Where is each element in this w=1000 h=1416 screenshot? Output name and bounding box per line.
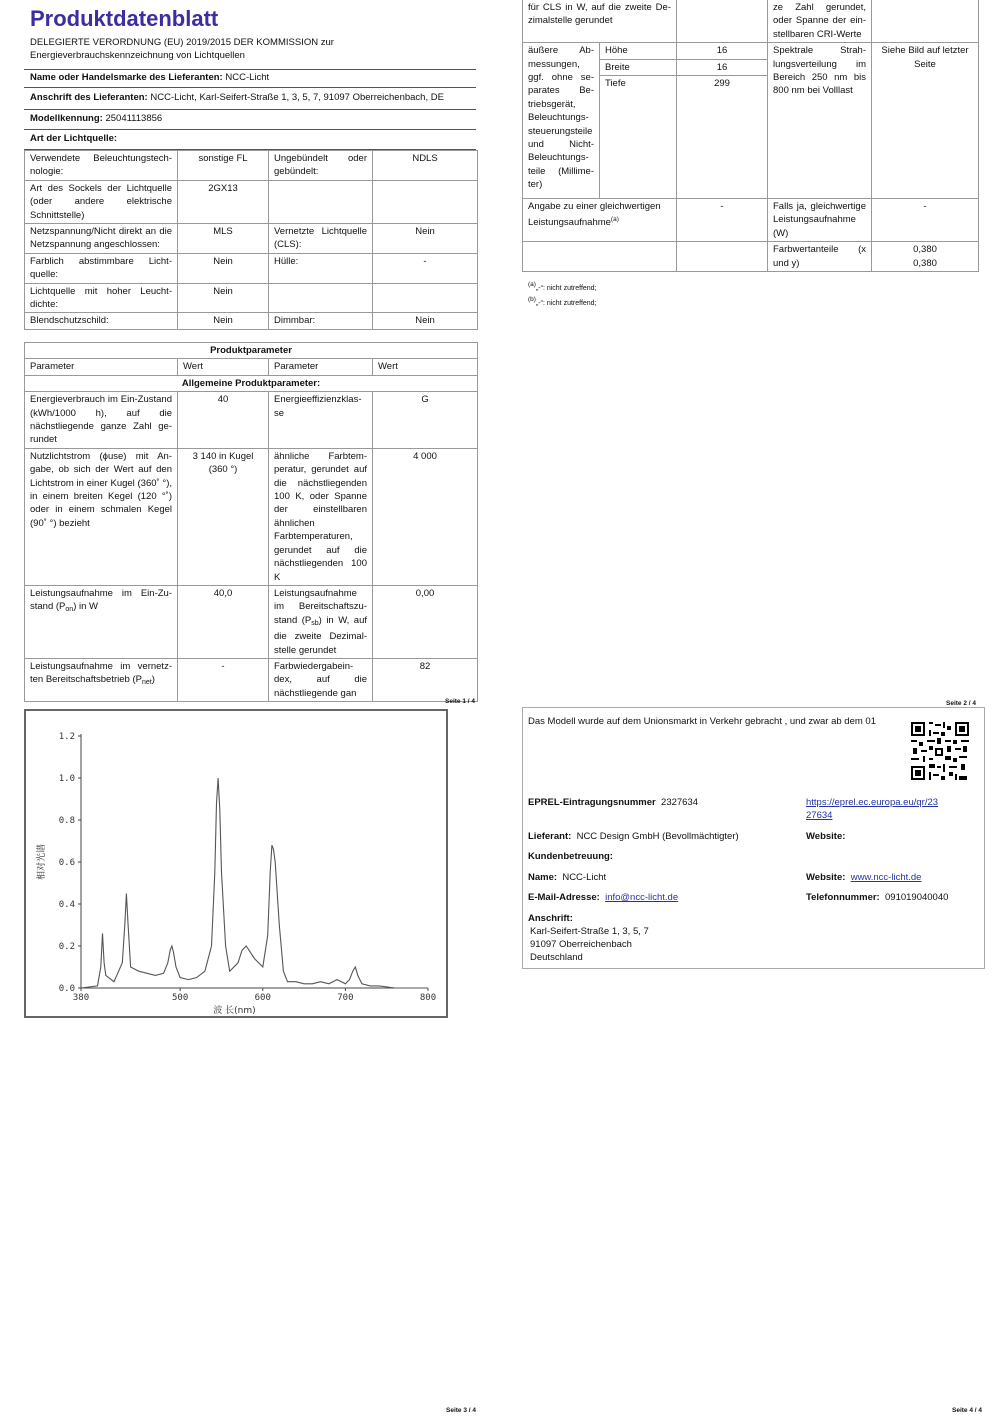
col-param-1: Parameter — [25, 359, 178, 375]
equiv-power-label: Angabe zu einer gleichwertigen Leistungsaufnahme$^{(a)}$ — [523, 199, 677, 242]
param-power-standby: Leistungsaufnahme im Bereitschaftszustand $(P_{sb})$ in W, auf die zweite Dezimalstelle gerundet — [269, 585, 373, 658]
phone-row — [806, 892, 948, 905]
supplier-address-label: Anschrift des Lieferanten: — [30, 92, 148, 103]
website-label-2: Website: — [806, 872, 846, 883]
general-params-heading: Allgemeine Produktparameter: — [25, 375, 478, 391]
dim-name-depth: Tiefe — [600, 76, 677, 199]
lightsource-row-socket — [25, 180, 478, 223]
supplier-row — [528, 831, 739, 844]
col-value-2: Wert — [373, 359, 478, 375]
lightsource-row-tunable — [25, 253, 478, 283]
dim-name-height: Höhe — [600, 43, 677, 59]
eprel-link[interactable] — [806, 797, 938, 823]
email-label: E-Mail-Adresse: — [528, 892, 600, 903]
model-id: 25041113856 — [105, 113, 163, 124]
y-tick-label: 0.6 — [58, 858, 75, 868]
technology-param2: Ungebündelt oder gebündelt: — [269, 151, 373, 181]
col-param-2: Parameter — [269, 359, 373, 375]
market-text: Das Modell wurde auf dem Unionsmarkt in Verkehr gebracht , und zwar ab dem 01 — [528, 716, 876, 727]
cls-equiv-label: Falls ja, gleichwertige Leistungsaufnahme (W) — [768, 199, 872, 242]
tunable-param2: Hülle: — [269, 253, 373, 283]
col-value-1: Wert — [178, 359, 269, 375]
y-tick-label: 0.2 — [58, 942, 75, 952]
dim-value-depth: 299 — [677, 76, 768, 199]
supplier-address: NCC-Licht, Karl-Seifert-Straße 1, 3, 5, 7, 91097 Oberreichenbach, DE — [150, 92, 444, 103]
value-color-temperature: 4 000 — [373, 448, 478, 585]
mains-param2: Vernetzte Lichtquelle (CLS): — [269, 224, 373, 254]
model-label: Modellkennung: — [30, 113, 103, 124]
website-row — [806, 872, 921, 885]
spectrum-chart-frame — [24, 709, 448, 1018]
address-label: Anschrift: — [528, 913, 573, 924]
chromaticity-x: 0,380 — [913, 244, 937, 256]
lightsource-row-mains — [25, 224, 478, 254]
high-luminance-value: Nein — [178, 283, 269, 313]
spectrum-chart — [26, 711, 446, 1016]
tunable-value: Nein — [178, 253, 269, 283]
lightsource-row-high-luminance — [25, 283, 478, 313]
name-value: NCC-Licht — [562, 872, 607, 883]
glare-shield-value: Nein — [178, 313, 269, 329]
technology-value2: NDLS — [373, 151, 478, 181]
high-luminance-value2 — [373, 283, 478, 313]
lightsource-row-glare-shield — [25, 313, 478, 329]
tunable-param: Farblich abstimmbare Lichtquelle: — [25, 253, 178, 283]
param-energy: Energieverbrauch im Ein-Zustand (kWh/1000 h), auf die nächstliegende ganze Zahl gerundet — [25, 392, 178, 449]
supplier-label: Lieferant: — [528, 831, 572, 842]
lightsource-row-technology — [25, 151, 478, 181]
value-power-on: 40,0 — [178, 585, 269, 658]
param-color-temperature: ähnliche Farbtemperatur, gerundet auf die nächstliegenden 100 K, oder Spanne der einstellbaren ähnlichen Farbtemperaturen, gerundet auf die nächstliegenden 100 K — [269, 448, 373, 585]
glare-shield-value2: Nein — [373, 313, 478, 329]
technology-value: sonstige FL — [178, 151, 269, 181]
page-number-3: Seite 3 / 4 — [446, 1407, 476, 1414]
x-tick-label: 500 — [172, 993, 189, 1003]
param-luminous-flux: Nutzlichtstrom (ϕuse) mit Angabe, ob sich der Wert auf den Lichtstrom in einer Kugel (360˚ °), in einem breiten Kegel (120 °˚) oder in einem schmalen Kegel (90˚ °) bezieht — [25, 448, 178, 585]
phone-label: Telefonnummer: — [806, 892, 880, 903]
lightsource-table — [24, 150, 478, 330]
glare-shield-param: Blendschutzschild: — [25, 313, 178, 329]
value-power-standby: 0,00 — [373, 585, 478, 658]
name-label: Name: — [528, 872, 558, 883]
chromaticity-label: Farbwertanteile (x und y) — [768, 242, 872, 272]
email-link[interactable]: info@ncc-licht.de — [605, 892, 679, 903]
mains-value: MLS — [178, 224, 269, 254]
website-label-1: Website: — [806, 831, 846, 842]
param-power-networked: Leistungsaufnahme im vernetzten Bereitschaftsbetrieb $(P_{net})$ — [25, 658, 178, 701]
email-row — [528, 892, 678, 905]
cls-equiv-value: - — [872, 199, 979, 242]
supplier-name-label: Name oder Handelsmarke des Lieferanten: — [30, 72, 223, 83]
y-tick-label: 0.8 — [58, 816, 75, 826]
value-luminous-flux: 3 140 in Kugel (360 °) — [178, 448, 269, 585]
technology-param: Verwendete Beleuchtungstechnologie: — [25, 151, 178, 181]
socket-param: Art des Sockels der Lichtquelle (oder andere elektrische Schnittstelle) — [25, 180, 178, 223]
eprel-row — [528, 797, 698, 810]
cri-cont: ze Zahl gerundet, oder Spanne der einstellbaren CRI-Werte — [768, 0, 872, 43]
page-number-4: Seite 4 / 4 — [952, 1407, 982, 1414]
high-luminance-param2 — [269, 283, 373, 313]
supplier-value: NCC Design GmbH (Bevollmächtigter) — [576, 831, 739, 842]
spectral-label: Spektrale Strahlungsverteilung im Bereich 250 nm bis 800 nm bei Volllast — [768, 43, 872, 199]
y-tick-label: 1.2 — [58, 732, 75, 742]
x-tick-label: 600 — [254, 993, 271, 1003]
eprel-url-line-1[interactable]: https://eprel.ec.europa.eu/qr/23 — [806, 797, 939, 808]
regulation-text: DELEGIERTE VERORDNUNG (EU) 2019/2015 DER KOMMISSION zur Energieverbrauchskennzeichnung von Lichtquellen — [30, 37, 334, 61]
param-power-on: Leistungsaufnahme im Ein-Zustand $(P_{on})$ in W — [25, 585, 178, 658]
supplier-address-row — [30, 92, 444, 105]
footnote-a: (a)„-“: nicht zutreffend; — [528, 281, 597, 292]
dim-value-width: 16 — [677, 59, 768, 75]
value-cri: 82 — [373, 658, 478, 701]
cls-power-cont: für CLS in W, auf die zweite Dezimalstelle gerundet — [523, 0, 677, 43]
address-line-3: Deutschland — [530, 951, 583, 963]
address-block — [530, 926, 649, 964]
qr-code-icon — [909, 720, 971, 782]
high-luminance-param: Lichtquelle mit hoher Leuchtdichte: — [25, 283, 178, 313]
dimensions-table — [522, 0, 979, 272]
product-params-table — [24, 342, 478, 702]
spectrum-line — [81, 778, 428, 988]
product-params-heading: Produktparameter — [25, 343, 478, 359]
website-link[interactable]: www.ncc-licht.de — [850, 872, 922, 883]
x-tick-label: 380 — [72, 993, 90, 1003]
phone-value: 091019040040 — [885, 892, 949, 903]
chromaticity-y: 0,380 — [913, 257, 937, 269]
chromaticity-values — [872, 242, 979, 272]
param-cri: Farbwiedergabeindex, auf die nächstliegende gan — [269, 658, 373, 701]
eprel-number: 2327634 — [661, 797, 699, 808]
mains-value2: Nein — [373, 224, 478, 254]
eprel-url-line-2[interactable]: 27634 — [806, 809, 833, 821]
equiv-power-value: - — [677, 199, 768, 242]
value-power-networked: - — [178, 658, 269, 701]
supplier-name-row — [30, 72, 269, 85]
dim-name-width: Breite — [600, 59, 677, 75]
value-efficiency-class: G — [373, 392, 478, 449]
address-line-1: Karl-Seifert-Straße 1, 3, 5, 7 — [530, 926, 649, 937]
y-tick-label: 0.4 — [58, 900, 75, 910]
footnote-b: (b)„-“: nicht zutreffend; — [528, 296, 597, 307]
y-tick-label: 1.0 — [58, 774, 75, 784]
y-axis-label: 相对光谱 — [37, 843, 47, 881]
dimensions-label: äußere Abmessungen, ggf. ohne separates Betriebsgerät, Beleuchtungssteuerungsteile und Nicht-Beleuchtungsteile (Millimeter) — [523, 43, 600, 199]
socket-param2 — [269, 180, 373, 223]
value-energy: 40 — [178, 392, 269, 449]
x-axis-label: 波 长(nm) — [213, 1006, 256, 1016]
lightsource-type-label: Art der Lichtquelle: — [30, 133, 118, 144]
supplier-name: NCC-Licht — [225, 72, 270, 83]
page-number-1: Seite 1 / 4 — [445, 698, 475, 705]
dim-value-height: 16 — [677, 43, 768, 59]
customer-service-label: Kundenbetreuung: — [528, 851, 613, 862]
socket-value: 2GX13 — [178, 180, 269, 223]
eprel-label: EPREL-Eintragungsnummer — [528, 797, 656, 808]
address-line-2: 91097 Oberreichenbach — [530, 938, 632, 950]
glare-shield-param2: Dimmbar: — [269, 313, 373, 329]
socket-value2 — [373, 180, 478, 223]
tunable-value2: - — [373, 253, 478, 283]
x-tick-label: 800 — [419, 993, 437, 1003]
contact-name-row — [528, 872, 606, 885]
spectral-value: Siehe Bild auf letzter Seite — [872, 43, 979, 199]
x-tick-label: 700 — [337, 993, 354, 1003]
param-efficiency-class: Energieeffizienzklasse — [269, 392, 373, 449]
page-number-2: Seite 2 / 4 — [946, 700, 976, 707]
y-tick-label: 0.0 — [58, 984, 75, 994]
page-title: Produktdatenblatt — [30, 6, 219, 31]
mains-param: Netzspannung/Nicht direkt an die Netzspannung angeschlossen: — [25, 224, 178, 254]
model-row — [30, 113, 162, 126]
